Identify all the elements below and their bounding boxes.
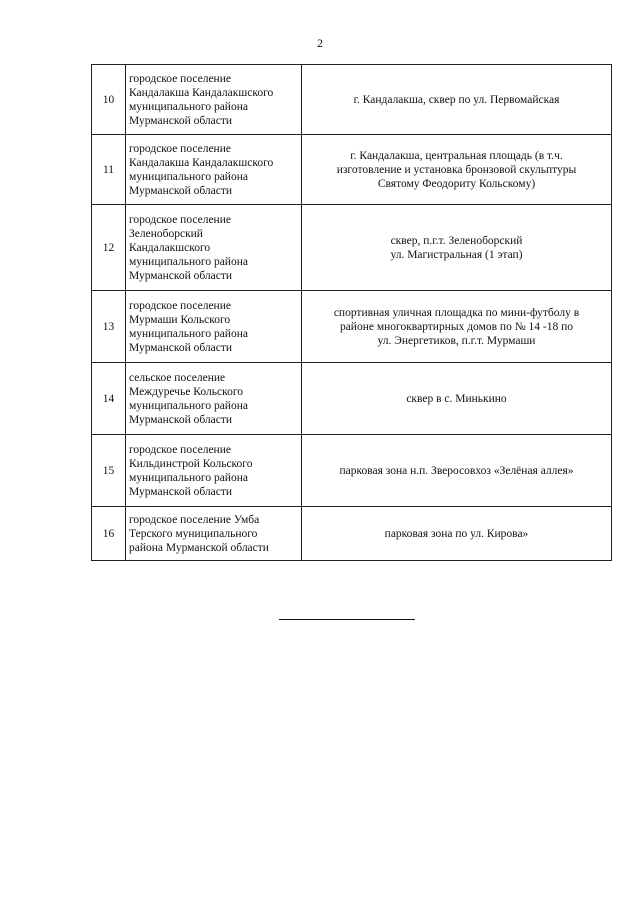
municipality-line: муниципального района [129,399,248,412]
municipality-cell [126,507,302,561]
row-number: 10 [92,65,126,135]
object-line: районе многоквартирных домов по № 14 -18 по [339,320,574,333]
municipality-line: Кандалакша Кандалакшского [129,156,274,169]
municipality-line: городское поселение Умба [129,513,260,526]
municipality-line: Мурмаши Кольского [129,313,231,326]
table-row [92,435,612,507]
object-line: ул. Магистральная (1 этап) [390,248,523,261]
table-row [92,363,612,435]
municipality-line: Зеленоборский [129,227,203,240]
table-row [92,507,612,561]
municipality-cell [126,363,302,435]
row-number: 13 [92,291,126,363]
table-row [92,135,612,205]
municipality-line: муниципального района [129,327,248,340]
object-line: парковая зона по ул. Кирова» [384,527,529,540]
municipality-line: городское поселение [129,72,231,85]
municipality-line: сельское поселение [129,371,226,384]
municipality-line: Мурманской области [129,184,233,197]
municipality-line: Кильдинстрой Кольского [129,457,253,470]
object-line: сквер в с. Минькино [406,392,507,405]
object-line: ул. Энергетиков, п.г.т. Мурмаши [377,334,536,347]
table-row [92,205,612,291]
object-cell [302,435,612,507]
row-number: 11 [92,135,126,205]
table-row [92,291,612,363]
municipality-line: района Мурманской области [129,541,269,554]
page-number: 2 [317,36,323,50]
object-cell [302,363,612,435]
municipality-cell [126,291,302,363]
municipality-line: городское поселение [129,142,231,155]
municipality-cell [126,65,302,135]
object-line: г. Кандалакша, сквер по ул. Первомайская [353,93,560,106]
object-cell [302,291,612,363]
municipality-line: муниципального района [129,100,248,113]
object-line: сквер, п.г.т. Зеленоборский [390,234,523,247]
separator-line [279,619,415,620]
improvement-objects-table [91,64,612,561]
municipality-line: Мурманской области [129,413,233,426]
municipality-line: муниципального района [129,170,248,183]
row-number: 16 [92,507,126,561]
municipality-line: Междуречье Кольского [129,385,244,398]
object-line: спортивная уличная площадка по мини-футболу в [333,306,580,319]
table-row [92,65,612,135]
row-number: 12 [92,205,126,291]
municipality-line: Мурманской области [129,269,233,282]
municipality-line: городское поселение [129,299,231,312]
municipality-line: муниципального района [129,255,248,268]
municipality-line: Мурманской области [129,114,233,127]
object-cell [302,135,612,205]
object-cell [302,507,612,561]
object-line: г. Кандалакша, центральная площадь (в т.ч. [350,149,563,162]
municipality-cell [126,435,302,507]
municipality-line: Мурманской области [129,485,233,498]
municipality-cell [126,205,302,291]
object-cell [302,65,612,135]
municipality-line: Кандалакшского [129,241,211,254]
table-body [92,65,612,561]
municipality-line: городское поселение [129,213,231,226]
row-number: 15 [92,435,126,507]
object-line: парковая зона н.п. Зверосовхоз «Зелёная аллея» [339,464,574,477]
municipality-cell [126,135,302,205]
row-number: 14 [92,363,126,435]
object-line: Святому Феодориту Кольскому) [377,177,536,190]
object-cell [302,205,612,291]
municipality-line: Мурманской области [129,341,233,354]
municipality-line: муниципального района [129,471,248,484]
municipality-line: Кандалакша Кандалакшского [129,86,274,99]
municipality-line: Терского муниципального [129,527,258,540]
municipality-line: городское поселение [129,443,231,456]
object-line: изготовление и установка бронзовой скульптуры [336,163,577,176]
